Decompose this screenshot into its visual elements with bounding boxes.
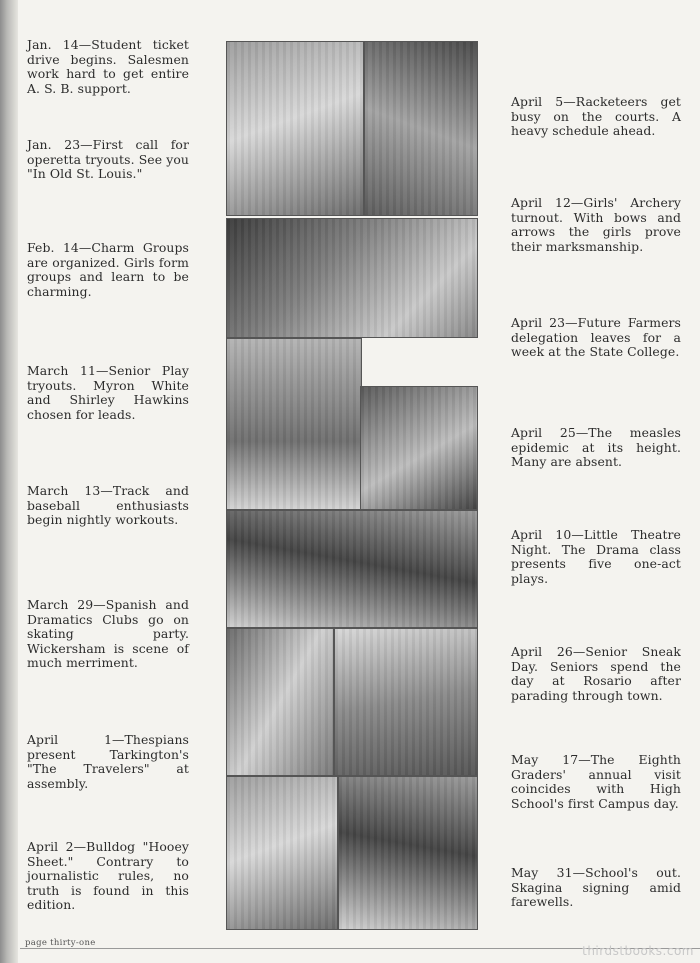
caption-april-12: April 12—Girls' Archery turnout. With bows and arrows the girls prove their marksmanship. [511,195,681,254]
caption-april-23: April 23—Future Farmers delegation leaves for a week at the State College. [511,315,681,360]
photo-sneak-day-line [334,628,478,776]
caption-april-25: April 25—The measles epidemic at its height. Many are absent. [511,425,681,470]
caption-april-5: April 5—Racketeers get busy on the courts. A heavy schedule ahead. [511,94,681,139]
page-number: page thirty-one [25,938,96,948]
book-spine-shadow [0,0,18,963]
caption-april-2: April 2—Bulldog "Hooey Sheet." Contrary to journalistic rules, no truth is found in this edition. [27,839,189,913]
caption-march-29: March 29—Spanish and Dramatics Clubs go on skating party. Wickersham is scene of much merriment. [27,597,189,671]
caption-may-17: May 17—The Eighth Graders' annual visit coincides with High School's first Campus day. [511,752,681,811]
caption-april-26: April 26—Senior Sneak Day. Seniors spend the day at Rosario after parading through town. [511,644,681,703]
caption-jan-14: Jan. 14—Student ticket drive begins. Salesmen work hard to get entire A. S. B. support. [27,37,189,96]
caption-april-10: April 10—Little Theatre Night. The Drama class presents five one-act plays. [511,527,681,586]
photo-charm-groups [226,218,478,338]
watermark: thirdstbooks.com [582,944,694,958]
caption-jan-23: Jan. 23—First call for operetta tryouts. See you "In Old St. Louis." [27,137,189,182]
caption-march-13: March 13—Track and baseball enthusiasts begin nightly workouts. [27,483,189,528]
photo-drama-girls-reading [226,510,478,628]
photo-two-boys [226,628,334,776]
caption-march-11: March 11—Senior Play tryouts. Myron White and Shirley Hawkins chosen for leads. [27,363,189,422]
caption-feb-14: Feb. 14—Charm Groups are organized. Girls form groups and learn to be charming. [27,240,189,299]
photo-portrait-girl [360,386,478,510]
caption-april-1: April 1—Thespians present Tarkington's "The Travelers" at assembly. [27,732,189,791]
photo-tennis-racketeers [364,41,478,216]
photo-signing-farewells [338,776,478,930]
caption-may-31: May 31—School's out. Skagina signing amid farewells. [511,865,681,910]
photo-hooey-sheet-readers [226,776,338,930]
photo-ticket-salesmen [226,41,364,216]
photo-senior-play-leads [226,338,362,510]
